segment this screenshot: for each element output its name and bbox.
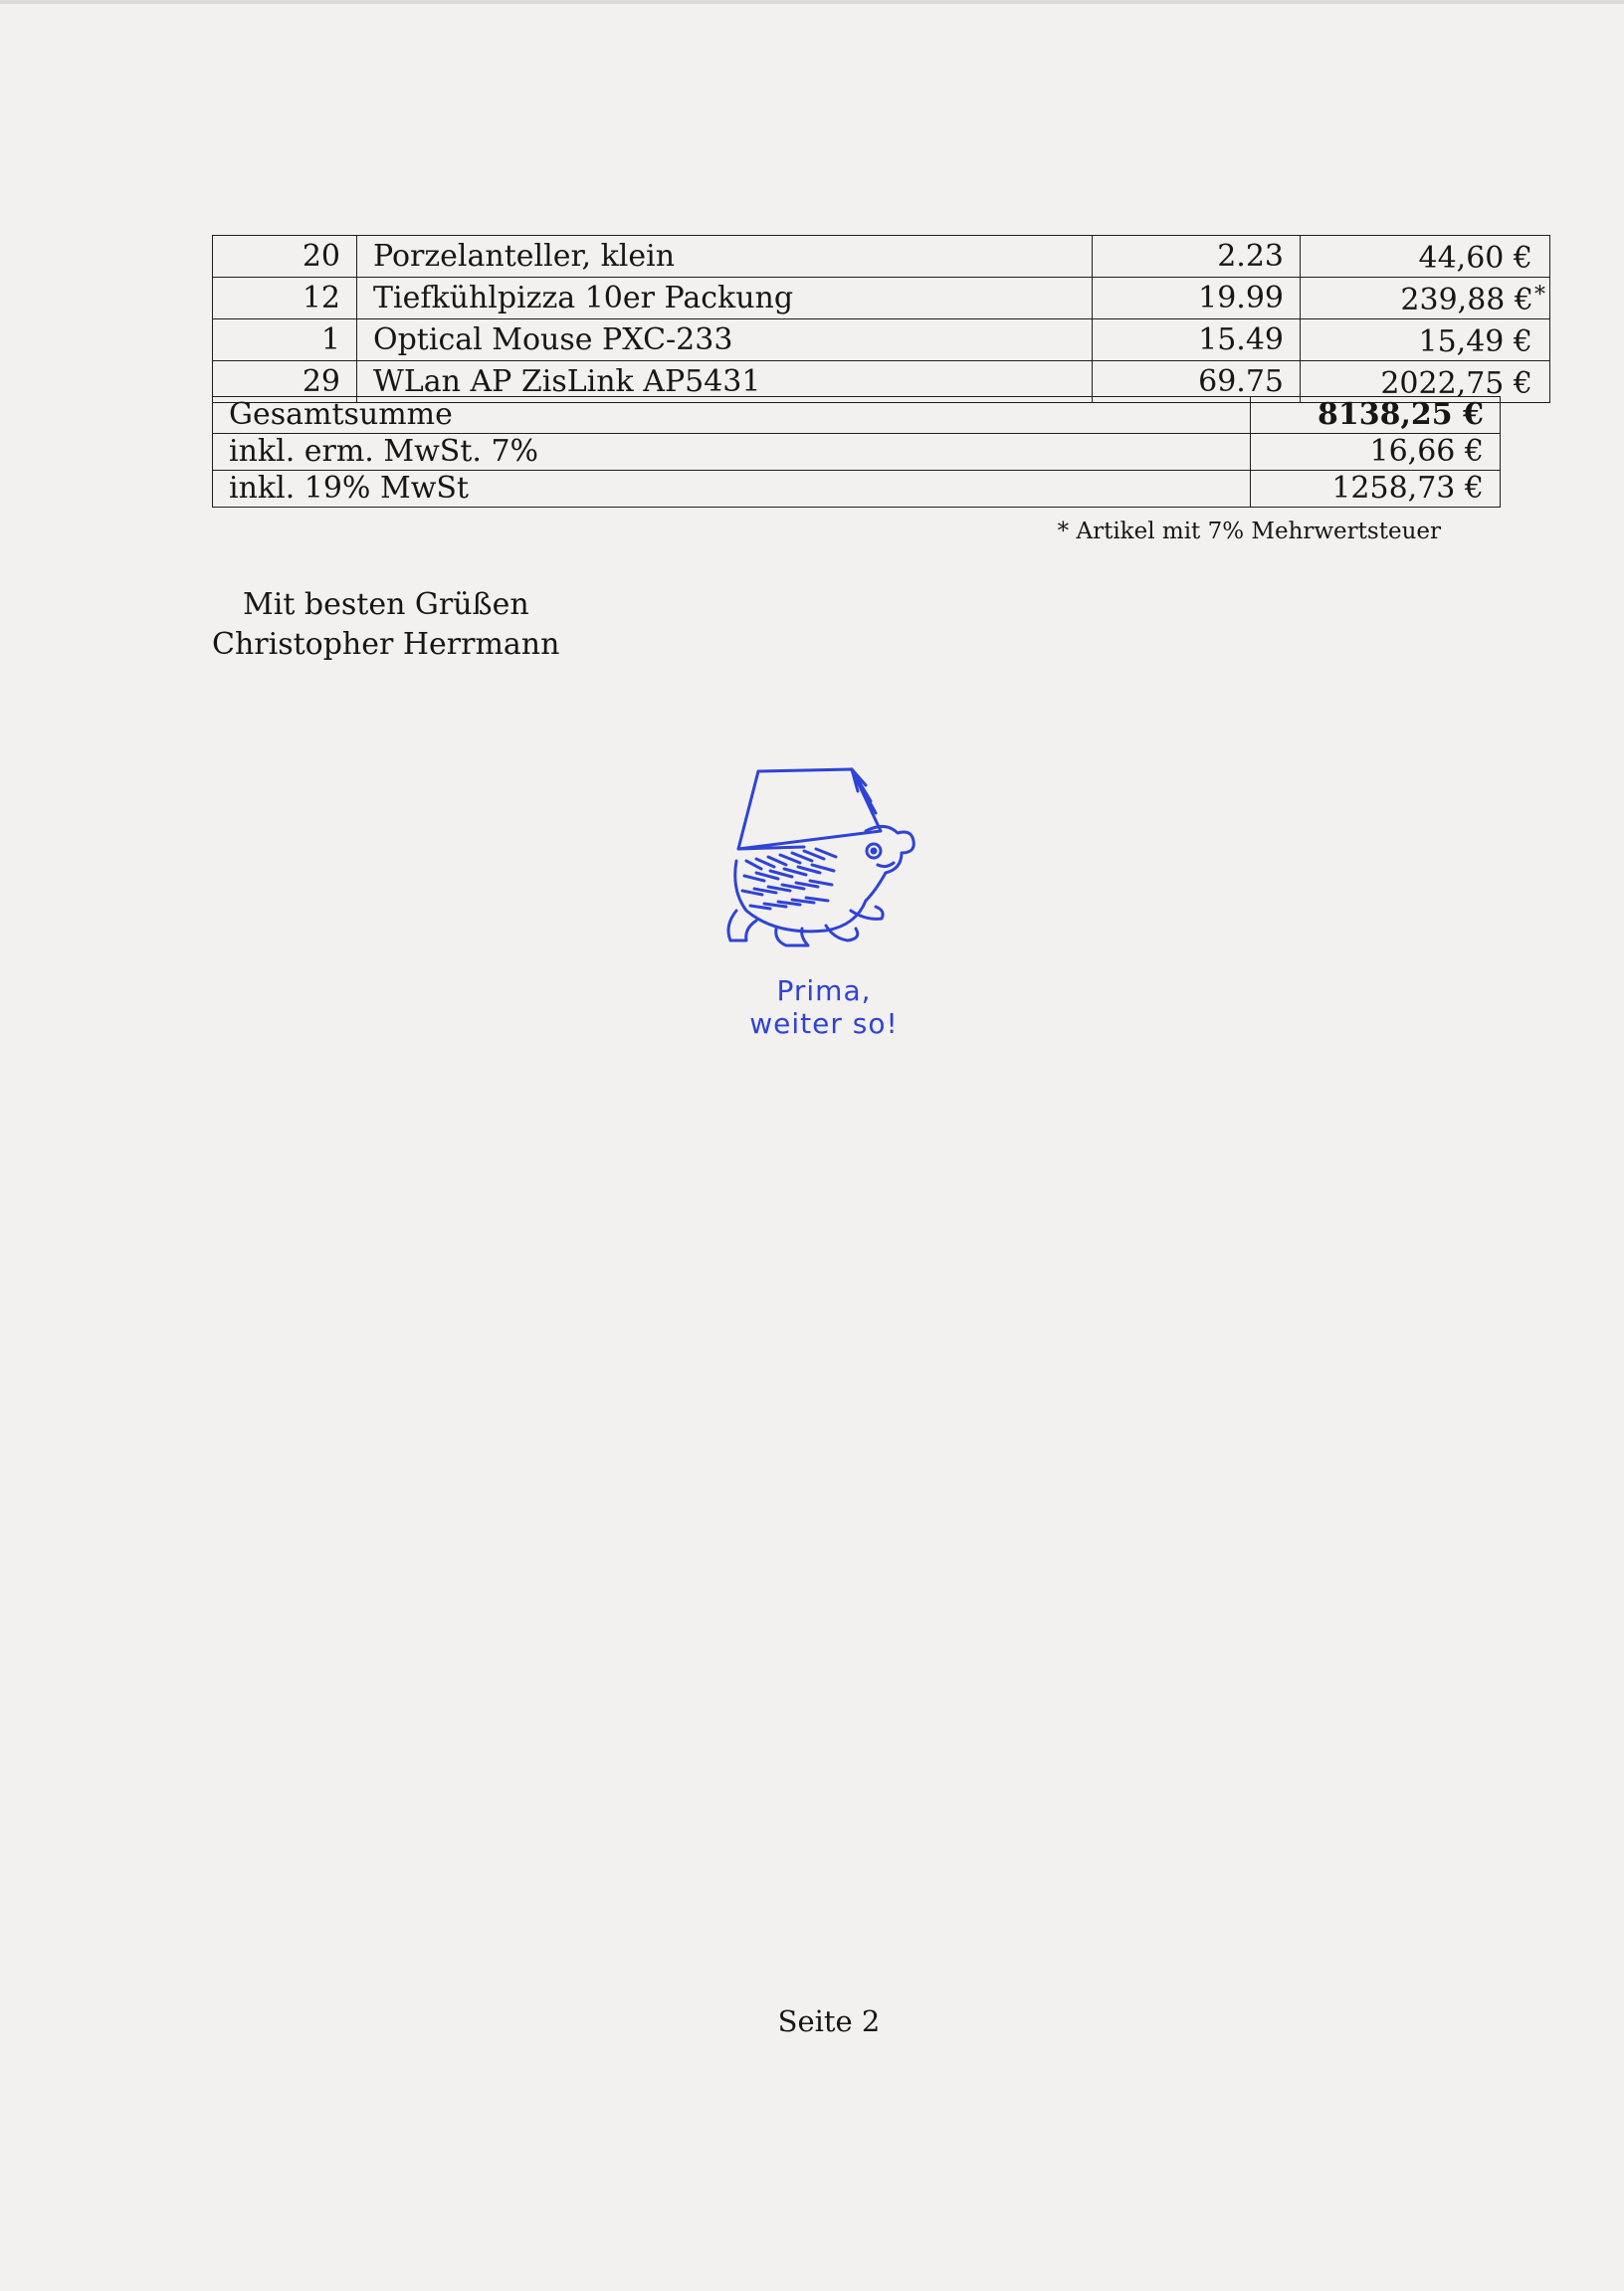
hedgehog-book-stamp-icon xyxy=(716,761,945,980)
standard-vat-label: inkl. 19% MwSt xyxy=(213,471,1251,508)
item-total-value: 239,88 € xyxy=(1400,283,1533,317)
table-row xyxy=(213,236,1550,278)
table-row xyxy=(213,397,1501,434)
table-row xyxy=(213,319,1550,361)
table-row xyxy=(213,434,1501,471)
item-unit-price: 15.49 xyxy=(1093,319,1301,361)
totals-table xyxy=(212,396,1501,508)
table-row xyxy=(213,471,1501,508)
standard-vat-value: 1258,73 € xyxy=(1251,471,1501,508)
item-unit-price: 69.75 xyxy=(1093,361,1301,403)
item-description: Tiefkühlpizza 10er Packung xyxy=(357,278,1093,319)
stamp-text-line1: Prima, xyxy=(776,974,872,1007)
table-row xyxy=(213,278,1550,319)
item-quantity: 12 xyxy=(213,278,357,319)
item-total xyxy=(1301,236,1550,278)
grand-total-label: Gesamtsumme xyxy=(213,397,1251,434)
item-quantity: 29 xyxy=(213,361,357,403)
page-top-edge xyxy=(0,0,1624,4)
line-items-table xyxy=(212,235,1550,403)
signer-name: Christopher Herrmann xyxy=(212,627,560,662)
vat-footnote-mark: * xyxy=(1534,283,1545,308)
teacher-stamp xyxy=(716,761,945,1060)
vat-footnote: * Artikel mit 7% Mehrwertsteuer xyxy=(1057,519,1441,544)
item-unit-price: 19.99 xyxy=(1093,278,1301,319)
closing-block xyxy=(212,585,559,665)
item-description: WLan AP ZisLink AP5431 xyxy=(357,361,1093,403)
item-total xyxy=(1301,278,1550,319)
closing-greeting: Mit besten Grüßen xyxy=(243,587,529,622)
item-quantity: 1 xyxy=(213,319,357,361)
page-number: Seite 2 xyxy=(777,2004,881,2038)
item-description: Porzelanteller, klein xyxy=(357,236,1093,278)
item-description: Optical Mouse PXC-233 xyxy=(357,319,1093,361)
item-unit-price: 2.23 xyxy=(1093,236,1301,278)
stamp-text-line2: weiter so! xyxy=(749,1007,899,1040)
item-total-value: 15,49 € xyxy=(1418,324,1532,359)
item-total-value: 2022,75 € xyxy=(1380,366,1532,401)
grand-total-value: 8138,25 € xyxy=(1251,397,1501,434)
item-total xyxy=(1301,319,1550,361)
reduced-vat-label: inkl. erm. MwSt. 7% xyxy=(213,434,1251,471)
item-total-value: 44,60 € xyxy=(1418,241,1532,276)
item-quantity: 20 xyxy=(213,236,357,278)
reduced-vat-value: 16,66 € xyxy=(1251,434,1501,471)
